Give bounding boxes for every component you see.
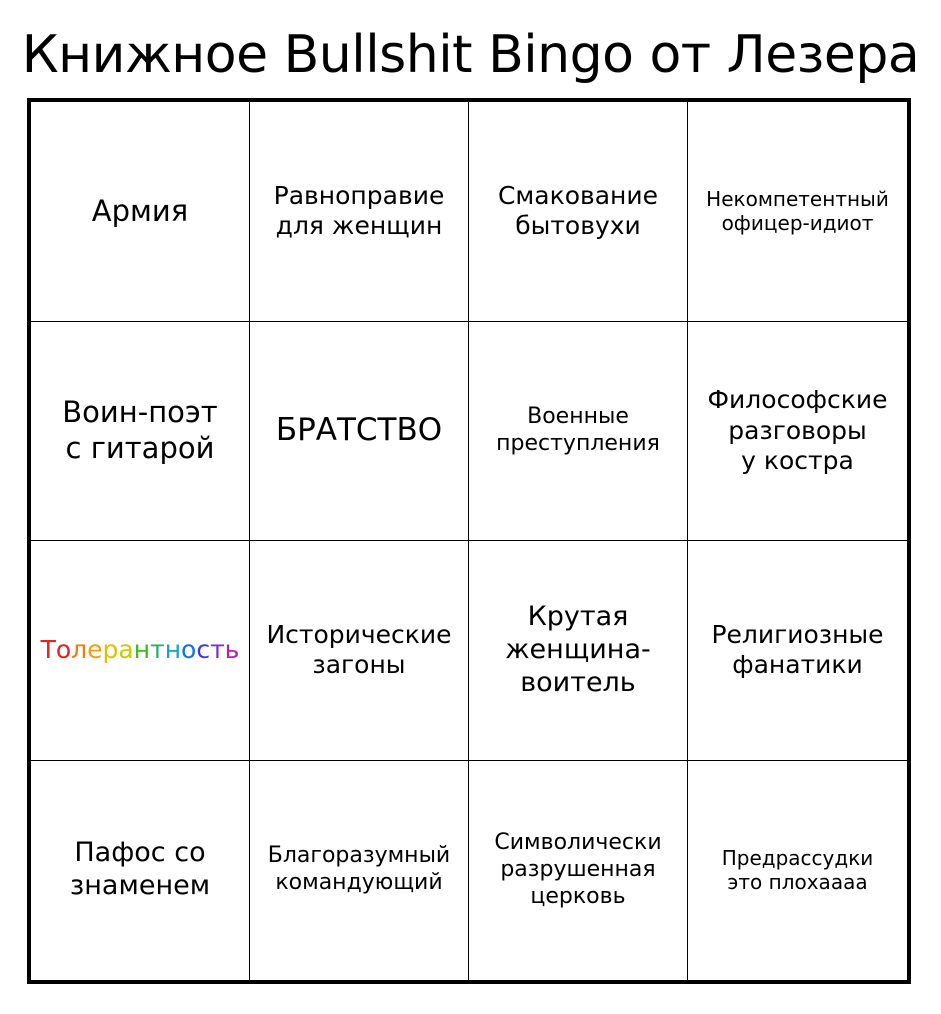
rainbow-letter: н	[164, 635, 182, 664]
rainbow-letter: л	[71, 635, 88, 664]
bingo-cell	[469, 322, 688, 542]
rainbow-letter: о	[181, 635, 197, 664]
bingo-cell	[250, 761, 469, 981]
rainbow-letter: а	[118, 635, 134, 664]
bingo-cell-label: Символически разрушенная церковь	[494, 830, 662, 909]
bingo-cell-label: Исторические загоны	[266, 619, 452, 680]
bingo-cell-label: Смакование бытовухи	[497, 180, 659, 241]
bingo-cell	[31, 761, 250, 981]
rainbow-letter: е	[87, 635, 103, 664]
rainbow-letter: о	[55, 635, 72, 664]
bingo-cell	[31, 541, 250, 761]
bingo-cell-label: Пафос со знаменем	[69, 837, 211, 902]
bingo-cell	[469, 541, 688, 761]
bingo-cell-label: Армия	[91, 193, 189, 228]
bingo-cell-label: Равноправие для женщин	[273, 180, 445, 241]
bingo-cell-label: Религиозные фанатики	[711, 619, 884, 680]
page-title: Книжное Bullshit Bingo от Лезера	[21, 25, 920, 85]
rainbow-label	[39, 635, 242, 666]
bingo-cell	[688, 322, 907, 542]
bingo-cell-label: Военные преступления	[496, 403, 660, 456]
bingo-cell	[31, 102, 250, 322]
bingo-cell-label: Крутая женщина- воитель	[505, 600, 651, 698]
bingo-cell	[250, 541, 469, 761]
bingo-cell	[688, 541, 907, 761]
bingo-cell-label: Некомпетентный офицер-идиот	[706, 186, 889, 236]
bingo-cell	[250, 322, 469, 542]
bingo-cell	[688, 102, 907, 322]
bingo-cell-label: Воин-поэт с гитарой	[62, 395, 218, 465]
bingo-cell	[469, 761, 688, 981]
bingo-cell-label: Благоразумный командующий	[267, 843, 451, 896]
rainbow-letter: р	[102, 635, 119, 664]
rainbow-letter: Т	[40, 635, 56, 664]
rainbow-letter: т	[210, 635, 225, 664]
bingo-cell	[31, 322, 250, 542]
rainbow-letter: ь	[224, 635, 240, 664]
bingo-cell-label: БРАТСТВО	[275, 412, 443, 449]
bingo-cell-label: Предрассудки это плохаааа	[721, 845, 874, 895]
bingo-cell-label: Философские разговоры у костра	[707, 385, 888, 475]
bingo-cell	[688, 761, 907, 981]
rainbow-letter: т	[150, 635, 165, 664]
bingo-cell	[469, 102, 688, 322]
bingo-grid	[27, 98, 911, 984]
rainbow-letter: с	[196, 635, 211, 664]
rainbow-letter: н	[133, 635, 151, 664]
bingo-cell	[250, 102, 469, 322]
